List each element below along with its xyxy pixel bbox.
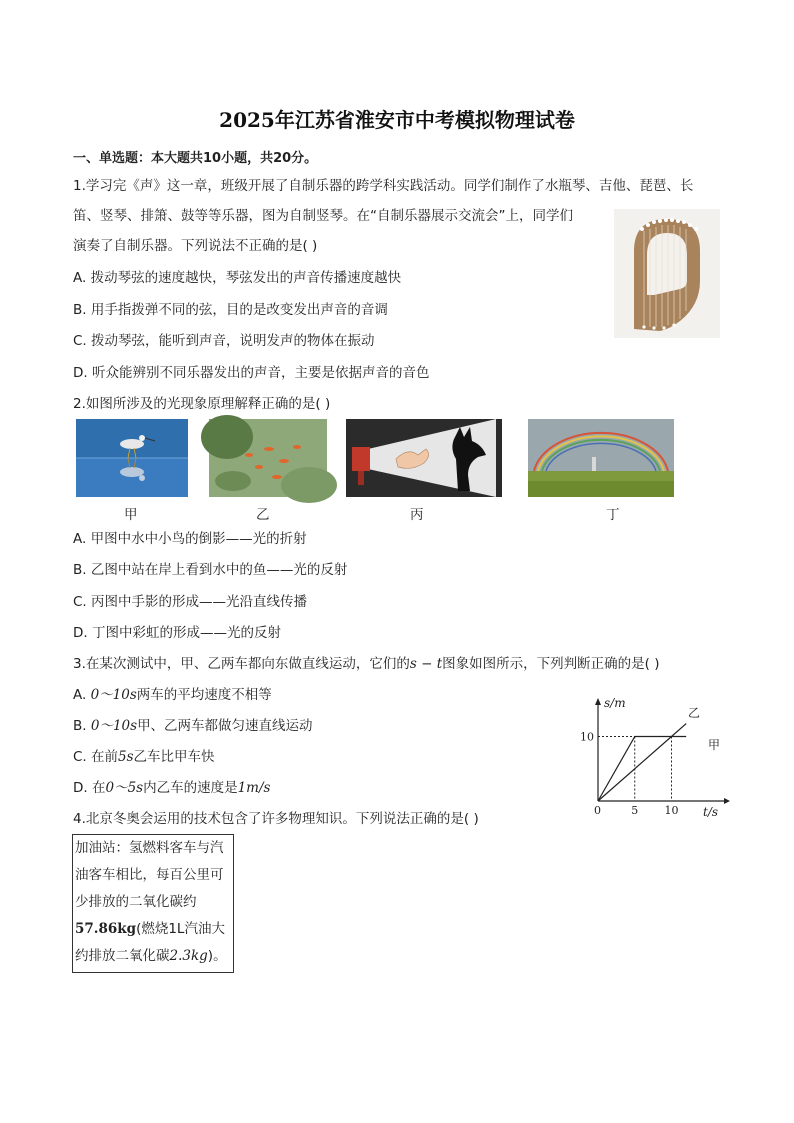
q3-option-c-prefix: C. 在前 xyxy=(73,749,119,765)
q3-option-a-prefix: A. xyxy=(73,687,91,703)
info-box-line-3: 少排放的二氧化碳约 xyxy=(75,894,197,910)
q3-option-d-prefix: D. 在 xyxy=(73,780,106,796)
q1-stem-line-3: 演奏了自制乐器。下列说法不正确的是( ) xyxy=(73,238,318,254)
series-label-yi: 乙 xyxy=(688,706,701,720)
caption-ding: 丁 xyxy=(606,507,620,523)
q3-option-b xyxy=(73,717,313,735)
y-tick-label-10: 10 xyxy=(580,730,594,744)
x-tick-label-5: 5 xyxy=(631,804,639,817)
info-box-line-5 xyxy=(75,947,227,965)
harp-photo xyxy=(614,209,720,338)
series-label-jia: 甲 xyxy=(708,738,721,752)
q3-option-b-text: 甲、乙两车都做匀速直线运动 xyxy=(137,718,313,734)
info-box-text-4: (燃烧1L汽油大 xyxy=(136,921,225,937)
series-line-yi xyxy=(598,724,686,801)
hand-shadow-photo xyxy=(346,419,502,497)
q2-option-c: C. 丙图中手影的形成——光沿直线传播 xyxy=(73,594,308,610)
q1-stem-line-2: 笛、竖琴、排箫、鼓等等乐器，图为自制竖琴。在“自制乐器展示交流会”上，同学们 xyxy=(73,208,573,224)
info-box-value-2: 2.3kg xyxy=(169,948,208,964)
origin-label: 0 xyxy=(594,804,601,817)
q1-option-c: C. 拨动琴弦，能听到声音，说明发声的物体在振动 xyxy=(73,333,375,349)
q3-option-b-prefix: B. xyxy=(73,718,91,734)
y-axis-arrow xyxy=(595,698,601,705)
q3-stem xyxy=(73,655,659,673)
info-box-value-1: 57.86kg xyxy=(75,921,137,937)
info-box-line-1: 加油站：氢燃料客车与汽 xyxy=(75,840,224,856)
q3-option-a-text: 两车的平均速度不相等 xyxy=(136,687,272,703)
fish-pond-photo xyxy=(209,419,327,497)
q3-option-c-text: 乙车比甲车快 xyxy=(133,749,215,765)
q3-stem-text-a: 3.在某次测试中，甲、乙两车都向东做直线运动，它们的 xyxy=(73,656,410,672)
page-title: 2025年江苏省淮安市中考模拟物理试卷 xyxy=(219,108,575,132)
q3-option-b-math: 0～10s xyxy=(90,718,138,734)
q3-option-a xyxy=(73,686,272,704)
q2-option-a: A. 甲图中水中小鸟的倒影——光的折射 xyxy=(73,531,307,547)
series-line-jia xyxy=(598,737,686,802)
info-box xyxy=(72,834,234,973)
caption-yi: 乙 xyxy=(256,507,270,523)
bird-reflection-photo xyxy=(76,419,188,497)
info-box-text-5a: 约排放二氧化碳 xyxy=(75,948,170,964)
q4-stem: 4.北京冬奥会运用的技术包含了许多物理知识。下列说法正确的是( ) xyxy=(73,811,479,827)
q2-option-b: B. 乙图中站在岸上看到水中的鱼——光的反射 xyxy=(73,562,348,578)
q1-option-b: B. 用手指拨弹不同的弦，目的是改变发出声音的音调 xyxy=(73,302,388,318)
q1-option-d: D. 听众能辨别不同乐器发出的声音，主要是依据声音的音色 xyxy=(73,365,430,381)
rainbow-photo xyxy=(528,419,674,497)
caption-jia: 甲 xyxy=(124,507,138,523)
info-box-line-4 xyxy=(75,920,225,938)
section-heading: 一、单选题：本大题共10小题，共20分。 xyxy=(73,151,318,166)
q3-stem-text-b: 图象如图所示，下列判断正确的是( ) xyxy=(442,656,660,672)
y-axis-label: s/m xyxy=(604,696,626,710)
s-t-graph xyxy=(580,693,734,819)
q3-option-d-math-2: 1m/s xyxy=(237,780,271,796)
q3-option-c-math: 5s xyxy=(118,749,134,765)
q1-stem-line-1: 1.学习完《声》这一章，班级开展了自制乐器的跨学科实践活动。同学们制作了水瓶琴、吉他、琵琶、长 xyxy=(73,178,694,194)
x-tick-label-10: 10 xyxy=(664,804,679,817)
x-axis-arrow xyxy=(724,798,730,804)
q3-option-a-math: 0～10s xyxy=(90,687,137,703)
q2-stem: 2.如图所涉及的光现象原理解释正确的是( ) xyxy=(73,396,331,412)
caption-bing: 丙 xyxy=(410,507,424,523)
q2-option-d: D. 丁图中彩虹的形成——光的反射 xyxy=(73,625,281,641)
q3-option-d xyxy=(73,779,270,797)
q3-option-c xyxy=(73,748,215,766)
info-box-line-2: 油客车相比，每百公里可 xyxy=(75,867,224,883)
x-axis-label: t/s xyxy=(703,805,719,819)
q1-option-a: A. 拨动琴弦的速度越快，琴弦发出的声音传播速度越快 xyxy=(73,270,402,286)
info-box-text-5b: )。 xyxy=(207,948,227,964)
q3-option-d-math-1: 0～5s xyxy=(105,780,144,796)
q3-stem-math: s − t xyxy=(409,656,443,672)
q3-option-d-text: 内乙车的速度是 xyxy=(143,780,238,796)
